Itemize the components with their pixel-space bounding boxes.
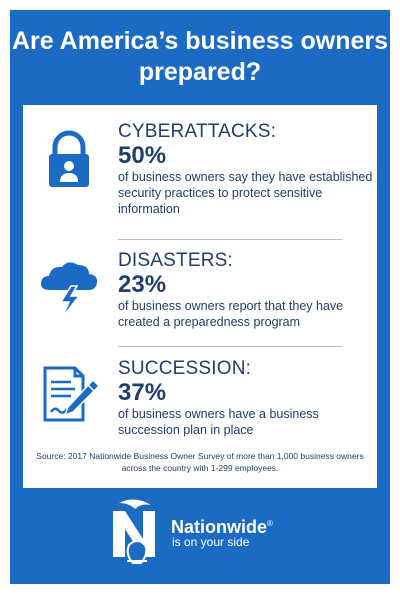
stat-text: [118, 121, 374, 217]
brand-name-text: Nationwide: [171, 517, 268, 537]
stat-value: 37%: [118, 379, 167, 406]
stat-label: SUCCESSION:: [118, 358, 252, 379]
brand-name: [171, 514, 273, 537]
divider: [118, 239, 342, 240]
stat-description: of business owners say they have established security practices to protect sensitive information: [118, 170, 373, 216]
lock-user-icon: [37, 127, 101, 191]
stat-value: 23%: [118, 271, 167, 298]
source-note: Source: 2017 Nationwide Business Owner Survey of more than 1,000 business owners across the country with 1-299 employees.: [36, 451, 364, 473]
storm-cloud-icon: [37, 256, 101, 320]
divider: [118, 346, 342, 347]
stat-text: [118, 250, 374, 330]
stats-panel: [23, 105, 377, 488]
stat-value: 50%: [118, 142, 167, 169]
infographic-frame: [10, 10, 390, 584]
document-pen-icon: [37, 362, 101, 426]
stat-description: of business owners have a business succession plan in place: [118, 407, 319, 437]
stat-label: CYBERATTACKS:: [118, 121, 277, 142]
brand-tagline: is on your side: [172, 535, 250, 549]
eagle-n-logo-icon: [105, 497, 165, 567]
stat-text: [118, 358, 374, 438]
stat-label: DISASTERS:: [118, 250, 233, 271]
headline: Are America’s business owners prepared?: [11, 27, 389, 86]
nationwide-logo: [105, 497, 305, 567]
stat-description: of business owners report that they have created a preparedness program: [118, 299, 344, 329]
registered-mark: ®: [267, 519, 273, 528]
